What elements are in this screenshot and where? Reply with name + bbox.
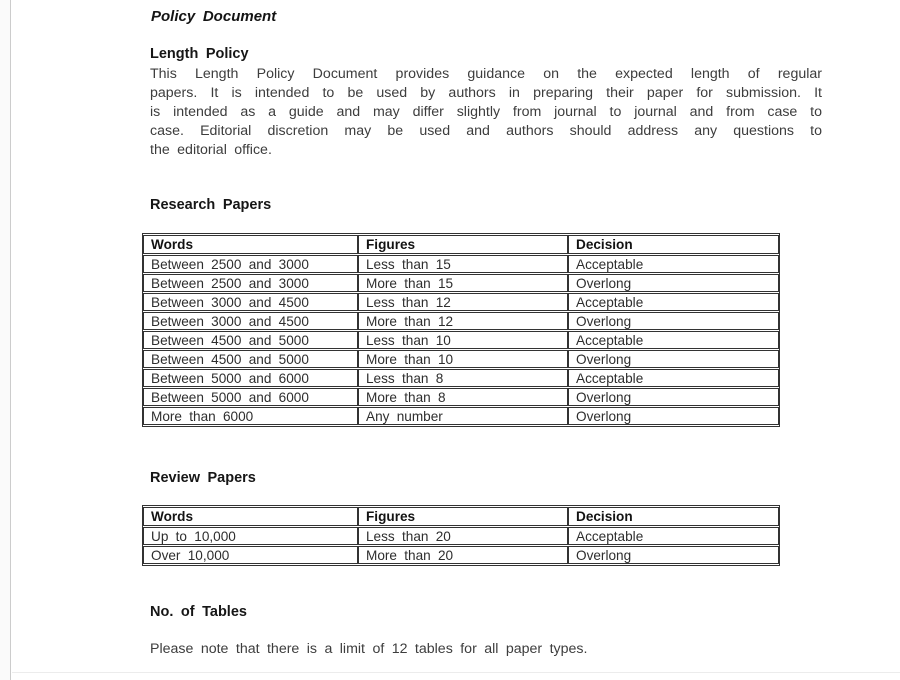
table-cell-words: Between 4500 and 5000 <box>143 331 358 349</box>
paragraph-line: papers. It is intended to be used by authors in preparing their paper for submission. It <box>150 85 822 101</box>
table-row <box>143 388 779 406</box>
table-cell-figures: Less than 10 <box>358 331 568 349</box>
table-row <box>143 546 779 564</box>
table-cell-words: Between 2500 and 3000 <box>143 255 358 273</box>
table-cell-words: Between 5000 and 6000 <box>143 369 358 387</box>
table-row <box>143 407 779 425</box>
table-cell-figures: Any number <box>358 407 568 425</box>
table-cell-decision: Acceptable <box>568 369 779 387</box>
table-cell-figures: More than 15 <box>358 274 568 292</box>
table-header-row <box>143 507 779 526</box>
column-header-decision: Decision <box>568 507 779 526</box>
page-left-gutter <box>0 0 11 680</box>
column-header-figures: Figures <box>358 235 568 254</box>
table-cell-words: More than 6000 <box>143 407 358 425</box>
research-papers-heading: Research Papers <box>150 197 272 213</box>
table-row <box>143 331 779 349</box>
column-header-decision: Decision <box>568 235 779 254</box>
table-cell-figures: Less than 15 <box>358 255 568 273</box>
table-cell-figures: Less than 20 <box>358 527 568 545</box>
column-header-words: Words <box>143 507 358 526</box>
document-title: Policy Document <box>151 8 277 25</box>
table-row <box>143 369 779 387</box>
review-papers-heading: Review Papers <box>150 470 256 486</box>
length-policy-paragraph <box>150 65 822 160</box>
table-cell-words: Between 4500 and 5000 <box>143 350 358 368</box>
table-cell-decision: Acceptable <box>568 527 779 545</box>
table-cell-decision: Overlong <box>568 312 779 330</box>
page-bottom-edge <box>12 672 900 673</box>
paragraph-line: case. Editorial discretion may be used and authors should address any questions to <box>150 123 822 139</box>
table-row <box>143 293 779 311</box>
table-cell-figures: Less than 8 <box>358 369 568 387</box>
table-row <box>143 255 779 273</box>
no-of-tables-heading: No. of Tables <box>150 604 247 620</box>
column-header-figures: Figures <box>358 507 568 526</box>
table-cell-figures: More than 10 <box>358 350 568 368</box>
table-row <box>143 527 779 545</box>
table-cell-words: Over 10,000 <box>143 546 358 564</box>
table-header-row <box>143 235 779 254</box>
table-cell-words: Between 3000 and 4500 <box>143 312 358 330</box>
table-cell-decision: Overlong <box>568 388 779 406</box>
table-cell-words: Between 5000 and 6000 <box>143 388 358 406</box>
table-cell-decision: Acceptable <box>568 331 779 349</box>
table-cell-decision: Overlong <box>568 274 779 292</box>
table-cell-figures: Less than 12 <box>358 293 568 311</box>
tables-limit-note: Please note that there is a limit of 12 tables for all paper types. <box>150 641 588 657</box>
table-row <box>143 312 779 330</box>
research-papers-table <box>142 233 780 427</box>
table-cell-decision: Acceptable <box>568 255 779 273</box>
paragraph-line: is intended as a guide and may differ slightly from journal to journal and from case to <box>150 104 822 120</box>
table-cell-figures: More than 8 <box>358 388 568 406</box>
table-cell-words: Between 2500 and 3000 <box>143 274 358 292</box>
table-cell-decision: Overlong <box>568 546 779 564</box>
paragraph-line: This Length Policy Document provides guidance on the expected length of regular <box>150 66 822 82</box>
paragraph-line: the editorial office. <box>150 142 272 158</box>
table-cell-decision: Acceptable <box>568 293 779 311</box>
column-header-words: Words <box>143 235 358 254</box>
table-cell-decision: Overlong <box>568 407 779 425</box>
length-policy-heading: Length Policy <box>150 46 249 62</box>
table-cell-figures: More than 20 <box>358 546 568 564</box>
table-row <box>143 274 779 292</box>
table-cell-figures: More than 12 <box>358 312 568 330</box>
table-cell-decision: Overlong <box>568 350 779 368</box>
table-row <box>143 350 779 368</box>
table-cell-words: Between 3000 and 4500 <box>143 293 358 311</box>
table-cell-words: Up to 10,000 <box>143 527 358 545</box>
review-papers-table <box>142 505 780 566</box>
